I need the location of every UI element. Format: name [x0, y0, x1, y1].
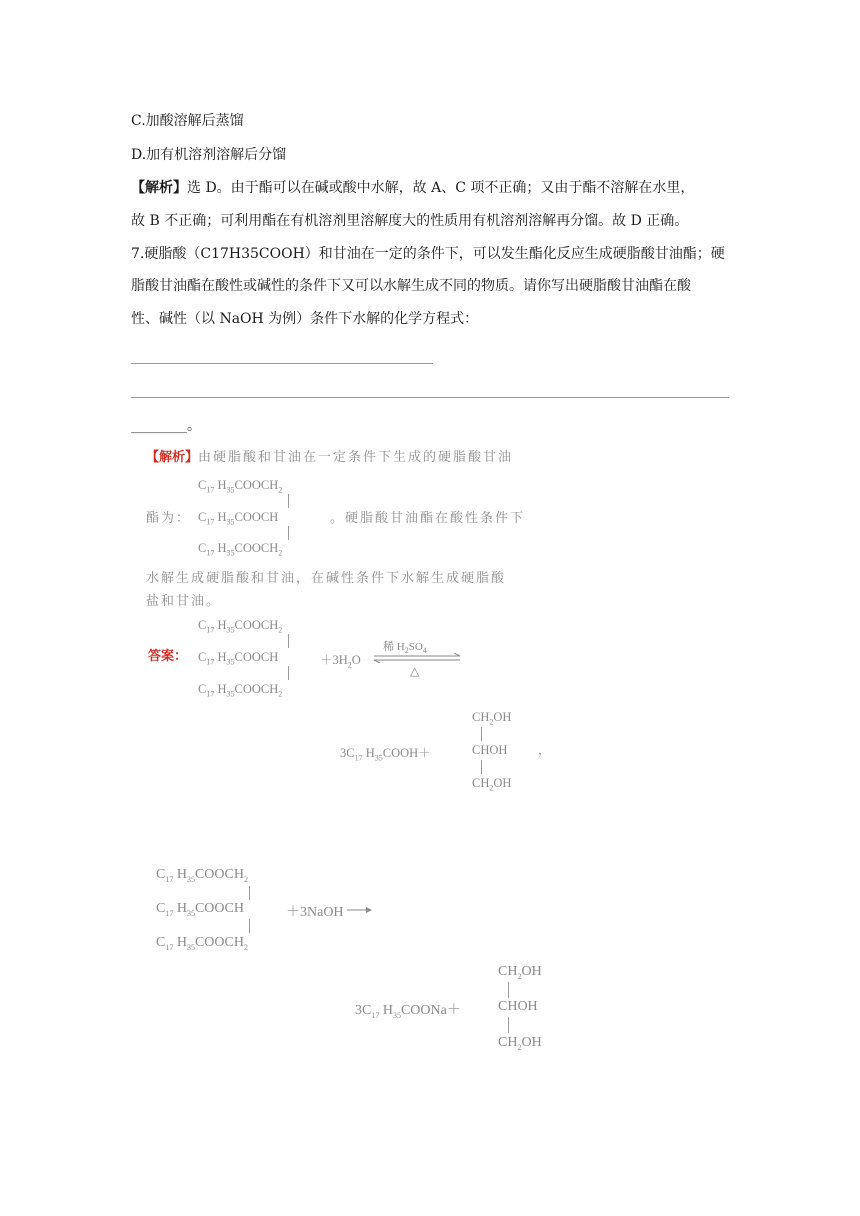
image-analysis-line-3: 水解生成硬脂酸和甘油，在碱性条件下水解生成硬脂酸: [146, 571, 507, 586]
image-analysis-line-2: [146, 510, 191, 528]
glycerol-1-bot: $CH_2OH$: [472, 776, 512, 793]
glycerol-1-top: $CH_2OH$: [472, 710, 512, 727]
answer-blank-line-2[interactable]: [131, 397, 729, 398]
analysis-1-line-2: 故 B 不正确；可利用酯在有机溶剂里溶解度大的性质用有机溶剂溶解再分馏。故 D 正确。: [131, 213, 689, 229]
answer-tag: 答案：: [148, 649, 188, 664]
analysis-1-line-1: [131, 178, 694, 198]
ester-2-bot: $C_{17}$ $H_{35}COOCH_2$: [198, 682, 283, 699]
ester-2-top: $C_{17}$ $H_{35}COOCH_2$: [198, 618, 283, 635]
condition-heat: △: [410, 664, 420, 678]
glycerol-1-mid: CHOH: [472, 743, 508, 757]
option-d: D.加有机溶剂溶解后分馏: [131, 147, 287, 163]
answer-blank-end: ________。: [131, 418, 201, 434]
ester-1-bot: $C_{17}$ $H_{35}COOCH_2$: [198, 541, 283, 558]
ester-1-top: $C_{17}$ $H_{35}COOCH_2$: [198, 478, 283, 495]
glycerol-2-bond-1: [508, 982, 509, 998]
ester-3-bot: $C_{17}$ $H_{35}COOCH_2$: [156, 935, 248, 952]
question-7-line-2: 脂酸甘油酯在酸性或碱性的条件下又可以水解生成不同的物质。请你写出硬脂酸甘油酯在酸: [131, 278, 691, 294]
condition-acid: 稀 $H_2SO_4$: [383, 641, 427, 656]
glycerol-2-bond-2: [508, 1017, 509, 1033]
ester-3-top: $C_{17}$ $H_{35}COOCH_2$: [156, 867, 248, 884]
ester-1-bond-2: [288, 526, 289, 540]
acid-product: $3C_{17}$ $H_{35}COOH+$: [340, 746, 431, 763]
question-7-line-1: 7.硬脂酸（C17H35COOH）和甘油在一定的条件下，可以发生酯化反应生成硬脂酸甘油酯；硬: [131, 246, 725, 262]
image-analysis-line-1: [146, 449, 513, 467]
plus-water: $+3H_2O$: [320, 653, 361, 670]
plus-naoh: ＋3NaOH: [286, 905, 344, 920]
ester-1-mid: $C_{17}$ $H_{35}COOCH$: [198, 510, 279, 527]
reversible-arrow-icon: [372, 653, 464, 663]
image-analysis-line-4: 盐和甘油。: [146, 594, 222, 609]
arrow-right-icon: [347, 906, 373, 914]
image-analysis-tag: 【解析】: [146, 450, 199, 465]
analysis-tag: 【解析】: [131, 180, 187, 196]
ester-2-bond-2: [288, 666, 289, 680]
question-7-line-3: 性、碱性（以 NaOH 为例）条件下水解的化学方程式：: [131, 311, 479, 327]
salt-product: $3C_{17}$ $H_{35}COONa+$: [355, 1003, 461, 1020]
ester-2-mid: $C_{17}$ $H_{35}COOCH$: [198, 650, 279, 667]
ester-2-bond-1: [288, 634, 289, 648]
ester-3-bond-2: [249, 919, 250, 933]
image-analysis-line-2-post: 。硬脂酸甘油酯在酸性条件下: [330, 511, 526, 526]
comma: ，: [538, 743, 551, 757]
glycerol-2-top: $CH_2OH$: [498, 964, 542, 981]
option-c: C.加酸溶解后蒸馏: [131, 113, 244, 129]
glycerol-1-bond-2: [481, 760, 482, 774]
glycerol-2-bot: $CH_2OH$: [498, 1035, 542, 1052]
image-analysis-text-2a: 酯为：: [146, 511, 192, 526]
ester-1-bond-1: [288, 494, 289, 508]
analysis-1-text: 选 D。由于酯可以在碱或酸中水解，故 A、C 项不正确；又由于酯不溶解在水里，: [187, 180, 695, 196]
image-analysis-text-1: 由硬脂酸和甘油在一定条件下生成的硬脂酸甘油: [198, 450, 514, 465]
glycerol-2-mid: CHOH: [498, 999, 538, 1014]
ester-3-mid: $C_{17}$ $H_{35}COOCH$: [156, 901, 244, 918]
glycerol-1-bond-1: [481, 727, 482, 741]
ester-3-bond-1: [249, 886, 250, 900]
answer-blank-line-1[interactable]: [131, 363, 433, 364]
